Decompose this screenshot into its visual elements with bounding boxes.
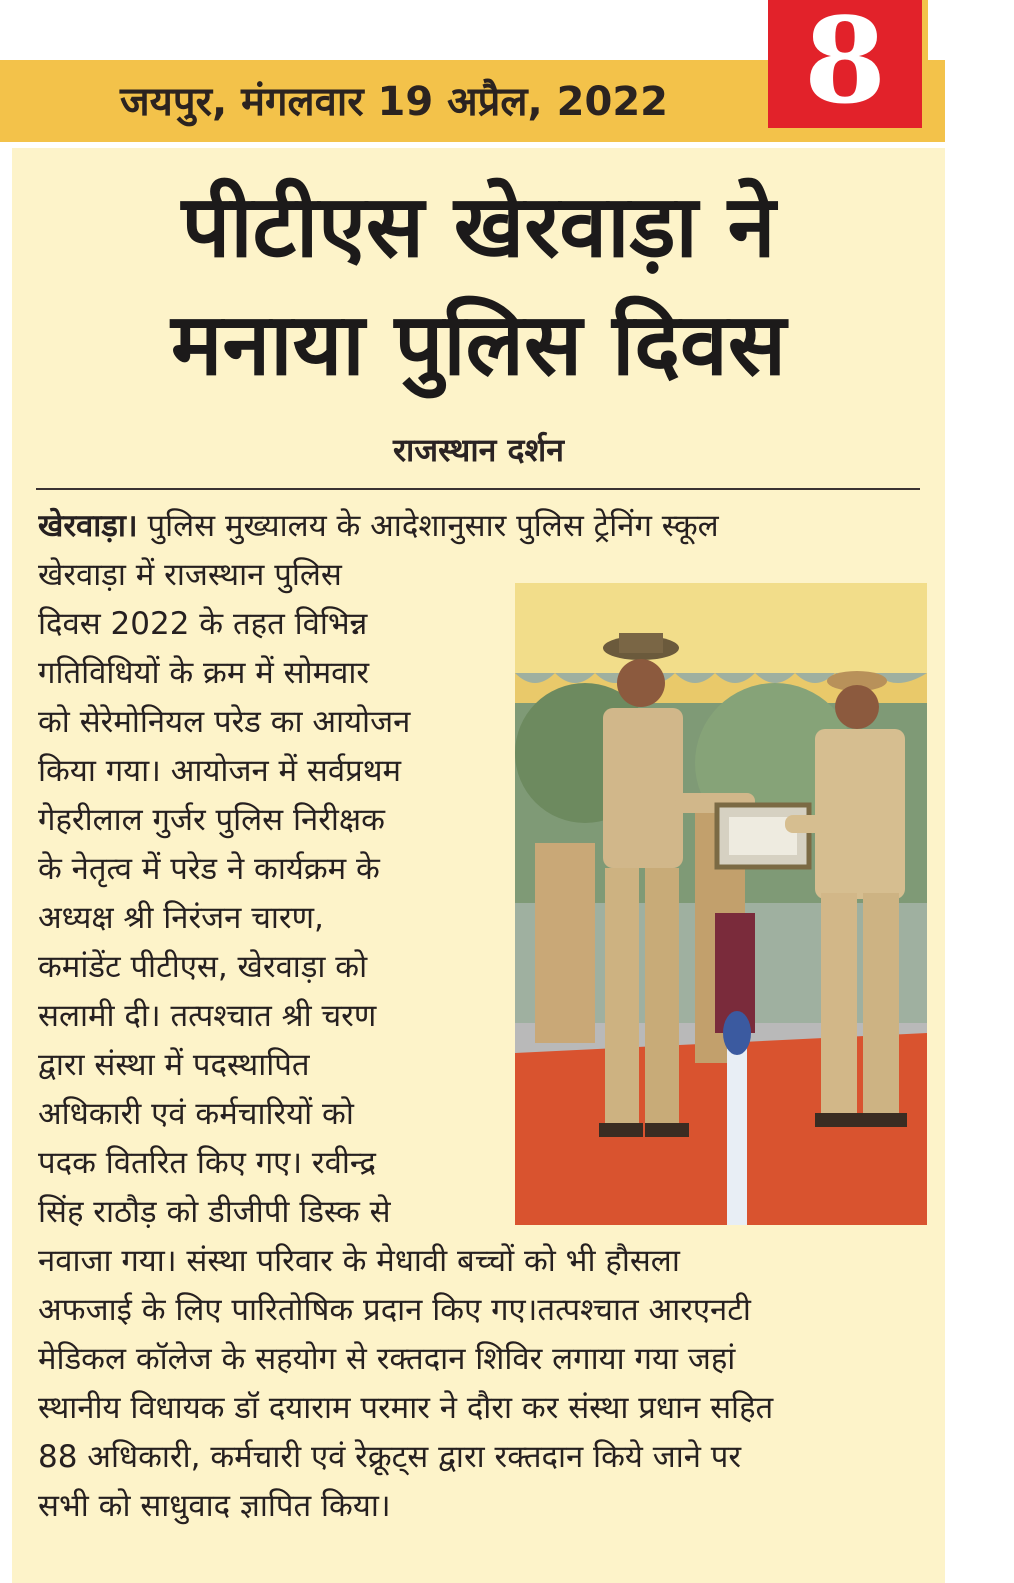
body-line: स्थानीय विधायक डॉ दयाराम परमार ने दौरा कर संस्था प्रधान सहित bbox=[38, 1390, 774, 1426]
divider-rule bbox=[36, 488, 920, 490]
body-line: को सेरेमोनियल परेड का आयोजन bbox=[38, 704, 411, 740]
body-line: के नेतृत्व में परेड ने कार्यक्रम के bbox=[38, 851, 380, 887]
body-line: सलामी दी। तत्पश्चात श्री चरण bbox=[38, 998, 377, 1034]
body-line: गेहरीलाल गुर्जर पुलिस निरीक्षक bbox=[38, 802, 385, 838]
body-line: अधिकारी एवं कर्मचारियों को bbox=[38, 1096, 354, 1132]
body-line: किया गया। आयोजन में सर्वप्रथम bbox=[38, 753, 402, 789]
headline-line-2: मनाया पुलिस दिवस bbox=[171, 295, 786, 395]
body-line: गतिविधियों के क्रम में सोमवार bbox=[38, 655, 370, 691]
body-line bbox=[38, 502, 922, 551]
body-line: अध्यक्ष श्री निरंजन चारण, bbox=[38, 900, 324, 936]
page-number-box bbox=[768, 0, 928, 134]
body-line: खेरवाड़ा में राजस्थान पुलिस bbox=[38, 557, 342, 593]
body-line: नवाजा गया। संस्था परिवार के मेधावी बच्चों को भी हौसला bbox=[38, 1243, 680, 1279]
body-line: मेडिकल कॉलेज के सहयोग से रक्तदान शिविर लगाया गया जहां bbox=[38, 1341, 736, 1377]
headline-line-1: पीटीएस खेरवाड़ा ने bbox=[181, 177, 776, 277]
ceremony-photo-illustration bbox=[515, 583, 927, 1225]
byline: राजस्थान दर्शन bbox=[392, 431, 565, 469]
body-line: द्वारा संस्था में पदस्थापित bbox=[38, 1047, 310, 1083]
ceremony-photo bbox=[515, 583, 927, 1225]
headline bbox=[12, 168, 945, 404]
body-line: सभी को साधुवाद ज्ञापित किया। bbox=[38, 1488, 391, 1524]
body-line: दिवस 2022 के तहत विभिन्न bbox=[38, 606, 368, 642]
body-line: 88 अधिकारी, कर्मचारी एवं रेक्रूट्स द्वारा रक्तदान किये जाने पर bbox=[38, 1439, 742, 1475]
dateline: जयपुर, मंगलवार 19 अप्रैल, 2022 bbox=[120, 79, 669, 125]
body-line: कमांडेंट पीटीएस, खेरवाड़ा को bbox=[38, 949, 368, 985]
body-line-text: पुलिस मुख्यालय के आदेशानुसार पुलिस ट्रेनिंग स्कूल bbox=[137, 508, 719, 544]
news-article bbox=[12, 148, 945, 1583]
dateline-lead: खेरवाड़ा। bbox=[38, 508, 138, 544]
body-line: पदक वितरित किए गए। रवीन्द्र bbox=[38, 1145, 376, 1181]
page-number: 8 bbox=[803, 0, 887, 130]
body-line: सिंह राठौड़ को डीजीपी डिस्क से bbox=[38, 1194, 391, 1230]
body-line: अफजाई के लिए पारितोषिक प्रदान किए गए।तत्पश्चात आरएनटी bbox=[38, 1292, 751, 1328]
